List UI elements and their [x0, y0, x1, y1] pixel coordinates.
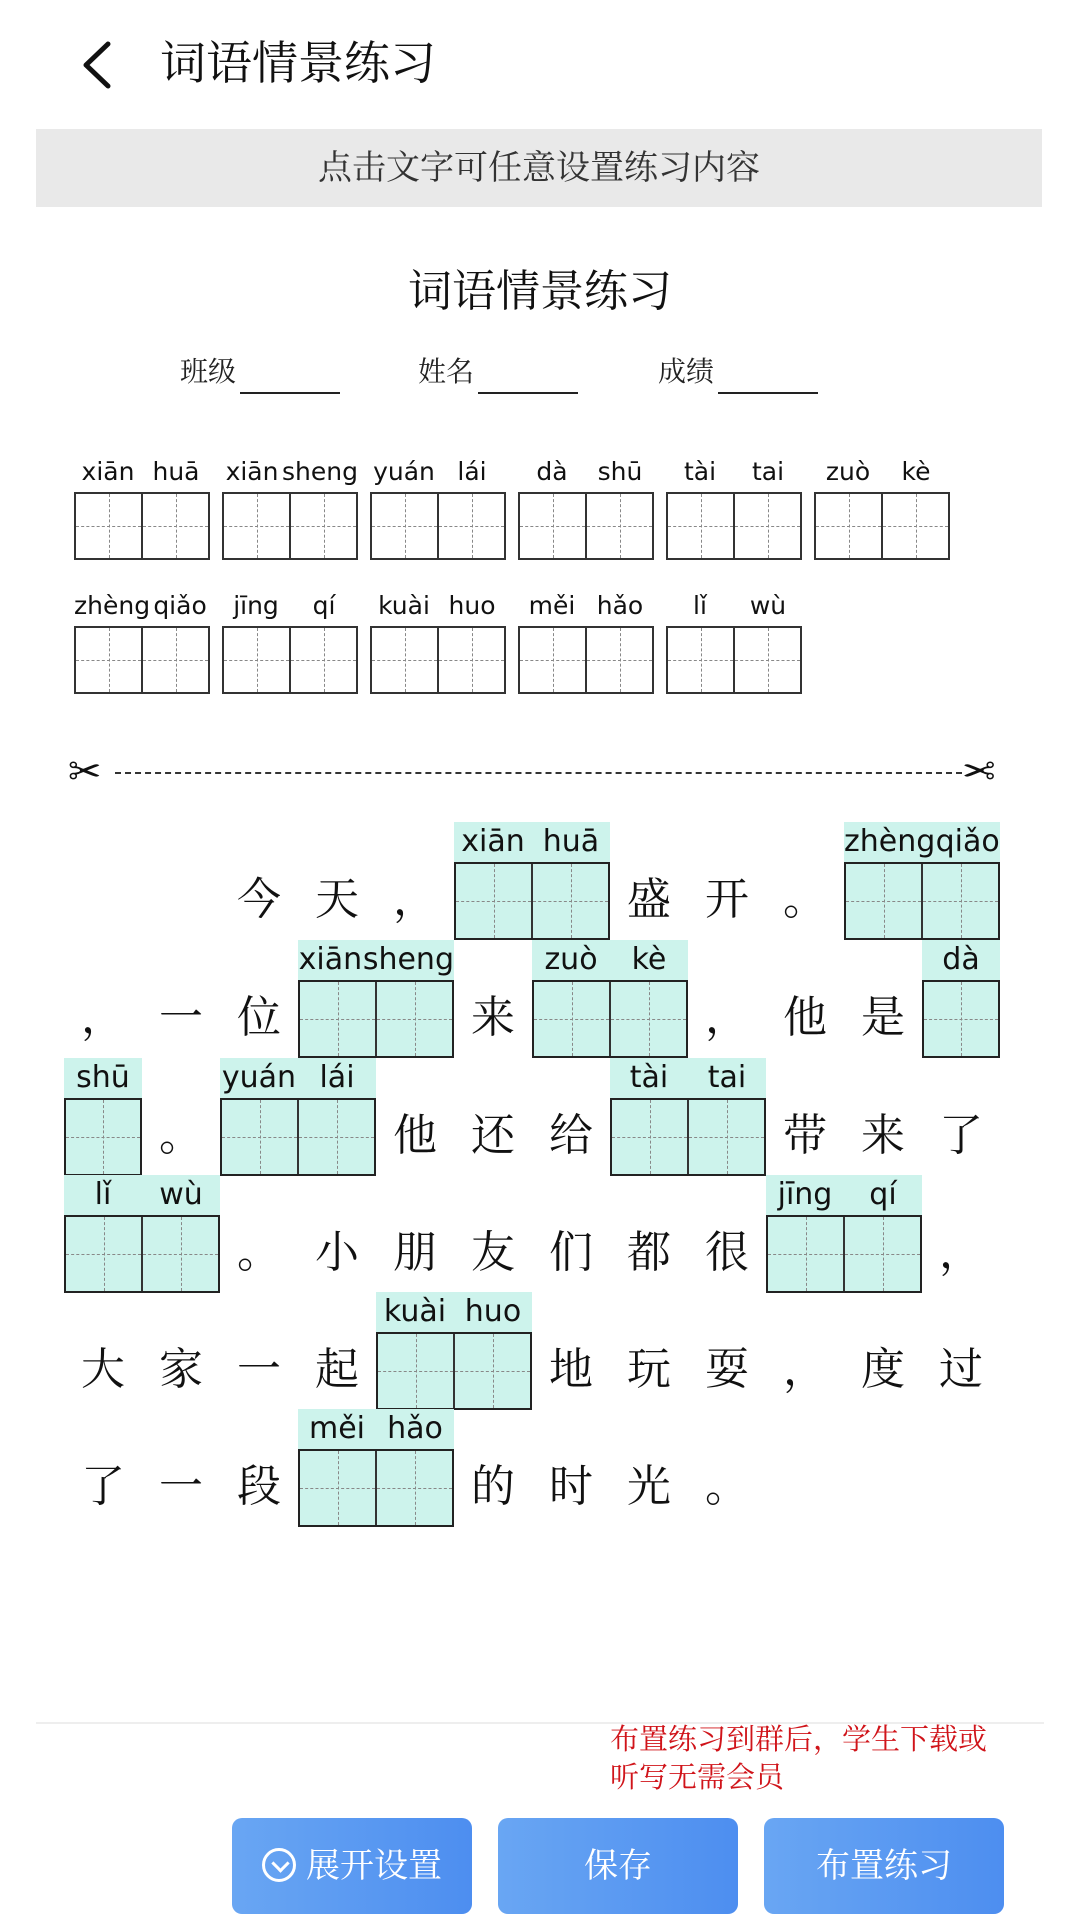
passage-char: 过 [939, 1344, 983, 1395]
notice-text: 布置练习到群后，学生下载或听写无需会员 [610, 1722, 988, 1794]
word-box[interactable] [518, 586, 654, 694]
answer-blank[interactable] [64, 1058, 142, 1176]
pinyin: hǎo [387, 1411, 443, 1446]
pinyin: tài [683, 457, 717, 486]
answer-blank[interactable] [610, 1058, 766, 1176]
passage-char: 他 [783, 992, 827, 1043]
word-box[interactable] [222, 586, 358, 694]
pinyin: kuài [383, 1294, 447, 1329]
pinyin: xiān [81, 457, 135, 486]
pinyin: xiān [225, 457, 279, 486]
edit-hint-bar[interactable]: 点击文字可任意设置练习内容 [36, 129, 1042, 207]
answer-blank[interactable] [298, 1409, 454, 1527]
passage-char: 段 [237, 1461, 281, 1512]
word-box[interactable] [518, 452, 654, 560]
scissors-icon: ✂ [962, 749, 996, 795]
passage-char: ， [783, 1344, 827, 1395]
passage-char: 。 [159, 1110, 203, 1161]
answer-blank[interactable] [922, 940, 1000, 1058]
pinyin: sheng [282, 457, 358, 486]
back-button[interactable] [70, 30, 130, 100]
word-box[interactable] [74, 452, 210, 560]
answer-blank[interactable] [844, 822, 1000, 940]
page-title: 词语情景练习 [160, 36, 436, 90]
passage-char: 来 [471, 992, 515, 1043]
word-box[interactable] [74, 586, 210, 694]
pinyin: shū [597, 457, 643, 486]
answer-blank[interactable] [532, 940, 688, 1058]
worksheet-title: 词语情景练习 [408, 266, 672, 317]
passage-char: 大 [81, 1344, 125, 1395]
answer-blank[interactable] [454, 822, 610, 940]
word-box[interactable] [666, 452, 802, 560]
pinyin: tai [707, 1060, 747, 1095]
passage-char: 耍 [705, 1344, 749, 1395]
passage-char: 了 [939, 1110, 983, 1161]
passage-char: 带 [783, 1110, 827, 1161]
passage-char: 朋 [393, 1227, 437, 1278]
word-box[interactable] [222, 452, 358, 560]
passage-char: 地 [549, 1344, 593, 1395]
pinyin: lǐ [94, 1177, 112, 1212]
answer-blank[interactable] [376, 1292, 532, 1410]
passage-char: 的 [471, 1461, 515, 1512]
name-field: 姓名 [418, 350, 578, 394]
passage-char: 是 [861, 992, 905, 1043]
pinyin: huā [152, 457, 200, 486]
passage-char: ， [393, 874, 437, 925]
pinyin: shū [76, 1060, 130, 1095]
passage-char: 们 [549, 1227, 593, 1278]
passage-char: 很 [705, 1227, 749, 1278]
passage-char: 天 [315, 874, 359, 925]
class-field: 班级 [180, 350, 340, 394]
passage-char: 家 [159, 1344, 203, 1395]
passage-char: ， [81, 992, 125, 1043]
scissors-icon: ✂ [68, 749, 102, 795]
word-box[interactable] [370, 586, 506, 694]
word-box[interactable] [666, 586, 802, 694]
passage-char: 给 [549, 1110, 593, 1161]
pinyin: jīng [777, 1177, 833, 1212]
pinyin: měi [308, 1411, 365, 1446]
passage-char: 开 [705, 874, 749, 925]
cut-line [115, 772, 962, 774]
pinyin: lái [457, 457, 487, 486]
answer-blank[interactable] [766, 1175, 922, 1293]
score-field: 成绩 [658, 350, 818, 394]
pinyin: wù [159, 1177, 203, 1212]
pinyin: qiǎo [153, 591, 207, 620]
pinyin: zuò [544, 942, 598, 977]
passage-char: 了 [81, 1461, 125, 1512]
passage-char: 一 [159, 1461, 203, 1512]
pinyin: hǎo [596, 591, 644, 620]
passage-char: 小 [315, 1227, 359, 1278]
passage-char: 都 [627, 1227, 671, 1278]
word-box[interactable] [814, 452, 950, 560]
passage-char: 盛 [627, 874, 671, 925]
pinyin: kuài [378, 591, 430, 620]
chevron-left-icon [70, 30, 130, 100]
passage-char: 。 [705, 1461, 749, 1512]
expand-settings-button[interactable] [232, 1818, 472, 1914]
pinyin: dà [536, 457, 568, 486]
passage-char: 友 [471, 1227, 515, 1278]
answer-blank[interactable] [220, 1058, 376, 1176]
passage-char: 今 [237, 874, 281, 925]
pinyin: qí [312, 591, 336, 620]
passage-char: 度 [861, 1344, 905, 1395]
pinyin: kè [631, 942, 667, 977]
passage-char: 一 [159, 992, 203, 1043]
pinyin: xiān [461, 824, 525, 859]
passage-char: 一 [237, 1344, 281, 1395]
pinyin: huā [542, 824, 600, 859]
pinyin: yuán [373, 457, 435, 486]
pinyin: jīng [233, 591, 279, 620]
passage-char: 还 [471, 1110, 515, 1161]
pinyin: kè [901, 457, 931, 486]
pinyin: xiān [298, 942, 363, 977]
passage-char: 光 [627, 1461, 671, 1512]
passage-char: ， [705, 992, 749, 1043]
pinyin: zhèng [74, 591, 151, 620]
save-button[interactable] [498, 1818, 738, 1914]
pinyin: huo [464, 1294, 522, 1329]
pinyin: huo [448, 591, 496, 620]
passage-char: 来 [861, 1110, 905, 1161]
passage-char: 位 [237, 992, 281, 1043]
assign-practice-button[interactable] [764, 1818, 1004, 1914]
assign-practice-label: 布置练习 [816, 1846, 952, 1886]
save-label: 保存 [584, 1846, 652, 1886]
pinyin: tài [629, 1060, 669, 1095]
pinyin: yuán [221, 1060, 297, 1095]
pinyin: lái [319, 1060, 355, 1095]
passage-char: 玩 [627, 1344, 671, 1395]
pinyin: zhèng [844, 824, 936, 859]
expand-settings-label: 展开设置 [306, 1846, 442, 1886]
pinyin: měi [528, 591, 576, 620]
passage-char: ， [939, 1227, 983, 1278]
pinyin: lǐ [693, 591, 707, 620]
pinyin: wù [749, 591, 787, 620]
pinyin: qiǎo [935, 824, 1000, 859]
answer-blank[interactable] [298, 940, 454, 1058]
passage-char: 起 [315, 1344, 359, 1395]
pinyin: sheng [362, 942, 454, 977]
answer-blank[interactable] [64, 1175, 220, 1293]
pinyin: qí [869, 1177, 897, 1212]
passage-char: 时 [549, 1461, 593, 1512]
pinyin: dà [942, 942, 980, 977]
chevron-down-circle-icon [262, 1848, 296, 1882]
word-box[interactable] [370, 452, 506, 560]
passage-char: 。 [237, 1227, 281, 1278]
pinyin: zuò [825, 457, 871, 486]
pinyin: tai [751, 457, 785, 486]
passage-char: 他 [393, 1110, 437, 1161]
passage-char: 。 [783, 874, 827, 925]
